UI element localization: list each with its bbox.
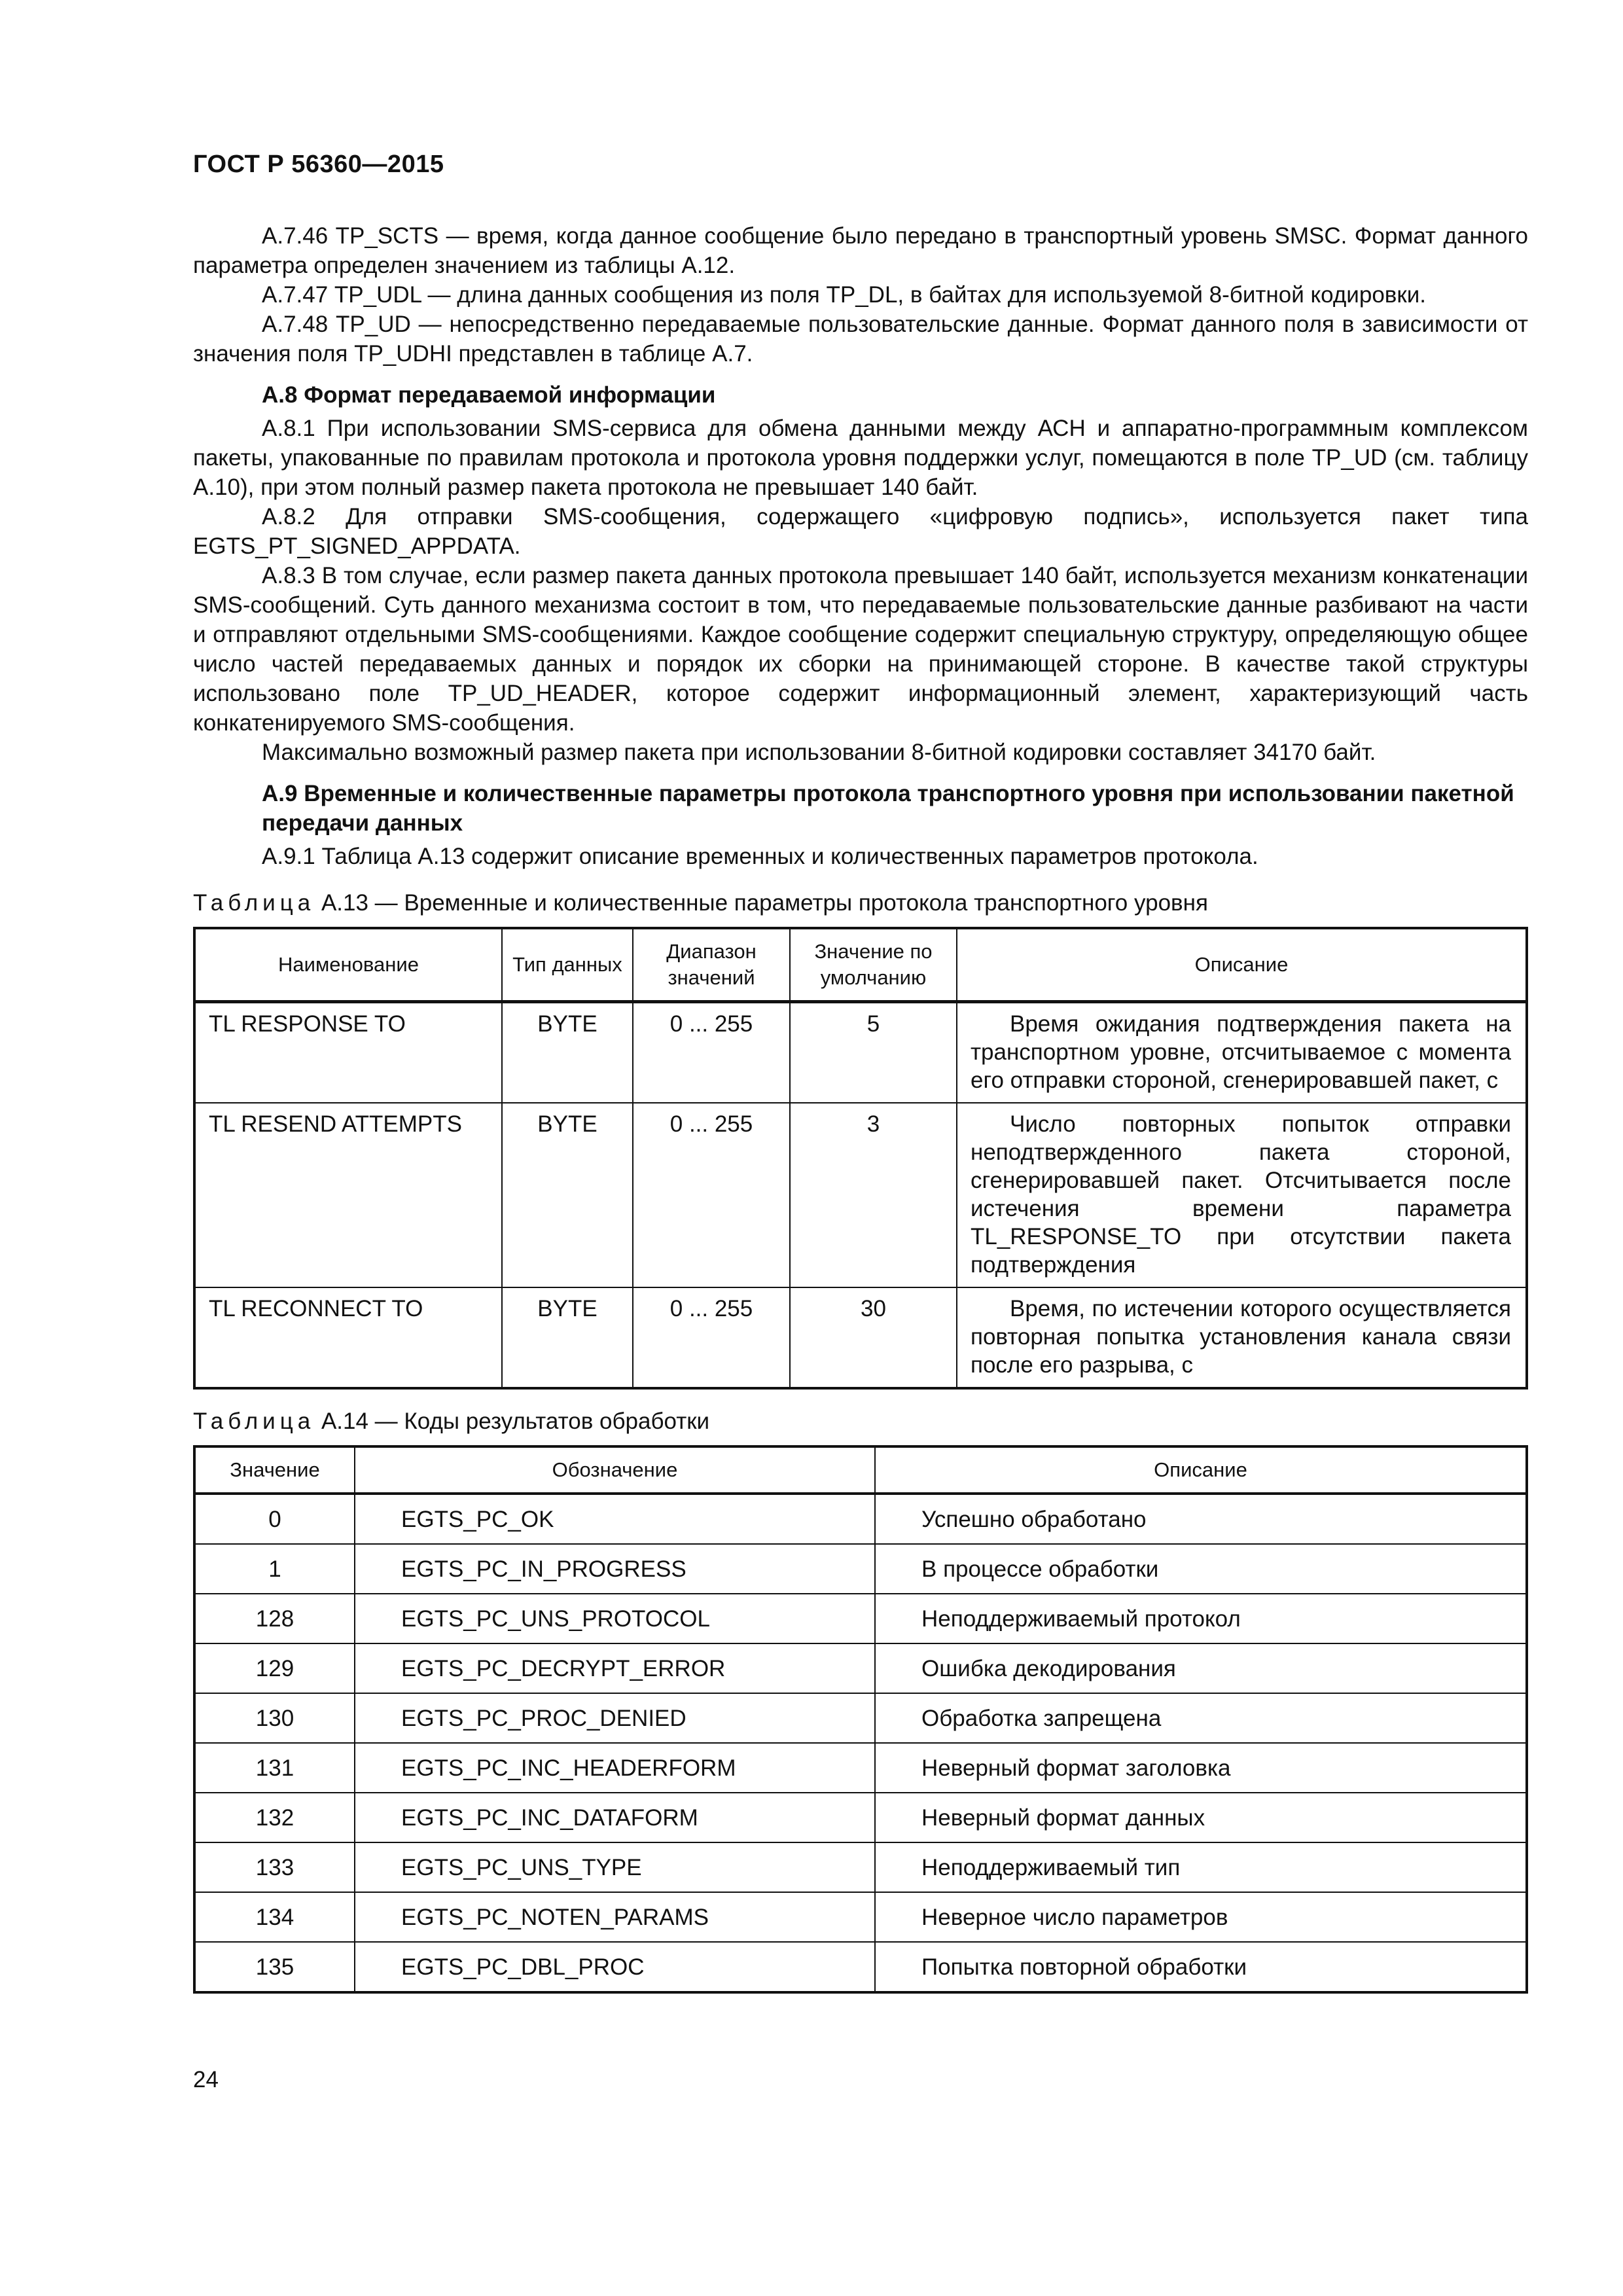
table-row xyxy=(194,1892,1527,1942)
table14-cell-value: 129 xyxy=(194,1643,355,1693)
table14-cell-desc: В процессе обработки xyxy=(875,1544,1527,1594)
table-row xyxy=(194,1643,1527,1693)
table13-cell-desc xyxy=(957,1103,1527,1287)
table13-cell-desc-text: Время, по истечении которого осуществляется повторная попытка установления канала связи после его разрыва, с xyxy=(971,1296,1511,1378)
table-row xyxy=(194,1287,1527,1388)
table14-cell-value: 131 xyxy=(194,1743,355,1793)
table14-cell-desc: Неверное число параметров xyxy=(875,1892,1527,1942)
table14-cell-code: EGTS_PC_DECRYPT_ERROR xyxy=(355,1643,875,1693)
table-row xyxy=(194,1693,1527,1743)
table-row xyxy=(194,1494,1527,1544)
table14-header-desc: Описание xyxy=(875,1446,1527,1494)
table-row xyxy=(194,1103,1527,1287)
table14-cell-desc: Неподдерживаемый протокол xyxy=(875,1594,1527,1643)
table13-cell-range: 0 ... 255 xyxy=(633,1103,790,1287)
table13-cell-name: TL RECONNECT TO xyxy=(194,1287,502,1388)
table13-cell-type: BYTE xyxy=(502,1002,633,1103)
table-row xyxy=(194,1942,1527,1992)
table13-cell-type: BYTE xyxy=(502,1287,633,1388)
table14-cell-desc: Успешно обработано xyxy=(875,1494,1527,1544)
table13-cell-default: 30 xyxy=(790,1287,957,1388)
table14-header-value: Значение xyxy=(194,1446,355,1494)
table13-cell-desc xyxy=(957,1002,1527,1103)
table14-cell-code: EGTS_PC_INC_HEADERFORM xyxy=(355,1743,875,1793)
table-row xyxy=(194,1002,1527,1103)
table14-caption xyxy=(193,1407,1528,1436)
table13-header-name: Наименование xyxy=(194,928,502,1002)
document-page xyxy=(193,0,1528,2296)
table13-cell-desc xyxy=(957,1287,1527,1388)
table13-cell-desc-text: Время ожидания подтверждения пакета на транспортном уровне, отсчитываемое с момента его отправки стороной, сгенерировавшей пакет, с xyxy=(971,1011,1511,1093)
paragraph-a8-3: А.8.3 В том случае, если размер пакета данных протокола превышает 140 байт, используется механизм конкатенации SMS-сообщений. Суть данного механизма состоит в том, что передаваемые пользовательские данные разбивают на части и отправляют отдельными SMS-сообщениями. Каждое сообщение содержит специальную структуру, определяющую общее число частей передаваемых данных и порядок их сборки на принимающей стороне. В качестве такой структуры использовано поле TP_UD_HEADER, которое содержит информационный элемент, характеризующий часть конкатенируемого SMS-сообщения. xyxy=(193,563,1528,736)
table14-cell-desc: Неподдерживаемый тип xyxy=(875,1842,1527,1892)
table14-cell-value: 130 xyxy=(194,1693,355,1743)
table-row xyxy=(194,1544,1527,1594)
table13-cell-name: TL RESPONSE TO xyxy=(194,1002,502,1103)
table14-cell-value: 128 xyxy=(194,1594,355,1643)
table14-caption-word: Таблица xyxy=(193,1408,315,1434)
table-row xyxy=(194,1842,1527,1892)
table14-cell-code: EGTS_PC_OK xyxy=(355,1494,875,1544)
table14-cell-code: EGTS_PC_PROC_DENIED xyxy=(355,1693,875,1743)
table13-caption-text: А.13 — Временные и количественные параметры протокола транспортного уровня xyxy=(315,890,1208,916)
table13-header-row xyxy=(194,928,1527,1002)
table14-cell-desc: Неверный формат заголовка xyxy=(875,1743,1527,1793)
table-a14 xyxy=(193,1445,1528,1994)
paragraph-a7-47: А.7.47 TP_UDL — длина данных сообщения из поля TP_DL, в байтах для используемой 8-битной кодировки. xyxy=(262,282,1426,308)
table14-cell-code: EGTS_PC_INC_DATAFORM xyxy=(355,1793,875,1842)
table14-cell-value: 134 xyxy=(194,1892,355,1942)
table13-header-range: Диапазон значений xyxy=(633,928,790,1002)
table14-cell-desc: Обработка запрещена xyxy=(875,1693,1527,1743)
table13-caption-word: Таблица xyxy=(193,890,315,916)
section-heading-a9: А.9 Временные и количественные параметры протокола транспортного уровня при использовании пакетной передачи данных xyxy=(262,781,1514,836)
table13-cell-range: 0 ... 255 xyxy=(633,1002,790,1103)
table14-cell-value: 132 xyxy=(194,1793,355,1842)
table14-caption-text: А.14 — Коды результатов обработки xyxy=(315,1408,710,1434)
table14-cell-value: 1 xyxy=(194,1544,355,1594)
paragraph-a8-1: А.8.1 При использовании SMS-сервиса для обмена данными между АСН и аппаратно-программным комплексом пакеты, упакованные по правилам протокола и протокола уровня поддержки услуг, помещаются в поле TP_UD (см. таблицу А.10), при этом полный размер пакета протокола не превышает 140 байт. xyxy=(193,416,1528,500)
table14-header-row xyxy=(194,1446,1527,1494)
table14-header-code: Обозначение xyxy=(355,1446,875,1494)
table14-cell-code: EGTS_PC_DBL_PROC xyxy=(355,1942,875,1992)
table13-cell-name: TL RESEND ATTEMPTS xyxy=(194,1103,502,1287)
table13-cell-range: 0 ... 255 xyxy=(633,1287,790,1388)
table14-cell-code: EGTS_PC_UNS_TYPE xyxy=(355,1842,875,1892)
table13-cell-type: BYTE xyxy=(502,1103,633,1287)
table14-cell-desc: Неверный формат данных xyxy=(875,1793,1527,1842)
paragraph-a7-48: А.7.48 TP_UD — непосредственно передаваемые пользовательские данные. Формат данного поля в зависимости от значения поля TP_UDHI представлен в таблице А.7. xyxy=(193,312,1528,367)
table13-header-desc: Описание xyxy=(957,928,1527,1002)
table-row xyxy=(194,1743,1527,1793)
page-number: 24 xyxy=(193,2067,219,2092)
table14-cell-value: 135 xyxy=(194,1942,355,1992)
table13-header-default: Значение по умолчанию xyxy=(790,928,957,1002)
table14-cell-desc: Попытка повторной обработки xyxy=(875,1942,1527,1992)
document-header: ГОСТ Р 56360—2015 xyxy=(193,151,444,178)
table-a13 xyxy=(193,927,1528,1390)
document-body xyxy=(193,221,1528,1994)
section-heading-a8: А.8 Формат передаваемой информации xyxy=(262,382,716,408)
table14-cell-desc: Ошибка декодирования xyxy=(875,1643,1527,1693)
table14-cell-value: 0 xyxy=(194,1494,355,1544)
table14-cell-code: EGTS_PC_IN_PROGRESS xyxy=(355,1544,875,1594)
paragraph-a9-1: А.9.1 Таблица А.13 содержит описание временных и количественных параметров протокола. xyxy=(262,844,1258,869)
table-row xyxy=(194,1793,1527,1842)
table13-caption xyxy=(193,888,1528,918)
paragraph-a8-2: А.8.2 Для отправки SMS-сообщения, содержащего «цифровую подпись», используется пакет типа EGTS_PT_SIGNED_APPDATA. xyxy=(193,504,1528,559)
table-row xyxy=(194,1594,1527,1643)
table13-header-type: Тип данных xyxy=(502,928,633,1002)
paragraph-a8-max-size: Максимально возможный размер пакета при использовании 8-битной кодировки составляет 34170 байт. xyxy=(262,740,1376,765)
table14-cell-value: 133 xyxy=(194,1842,355,1892)
table13-cell-default: 5 xyxy=(790,1002,957,1103)
table13-cell-default: 3 xyxy=(790,1103,957,1287)
paragraph-a7-46: А.7.46 TP_SCTS — время, когда данное сообщение было передано в транспортный уровень SMSC. Формат данного параметра определен значением из таблицы А.12. xyxy=(193,223,1528,278)
table14-cell-code: EGTS_PC_NOTEN_PARAMS xyxy=(355,1892,875,1942)
table14-cell-code: EGTS_PC_UNS_PROTOCOL xyxy=(355,1594,875,1643)
table13-cell-desc-text: Число повторных попыток отправки неподтвержденного пакета стороной, сгенерировавшей пакет. Отсчитывается после истечения времени параметра TL_RESPONSE_TO при отсутствии пакета подтверждения xyxy=(971,1111,1511,1278)
